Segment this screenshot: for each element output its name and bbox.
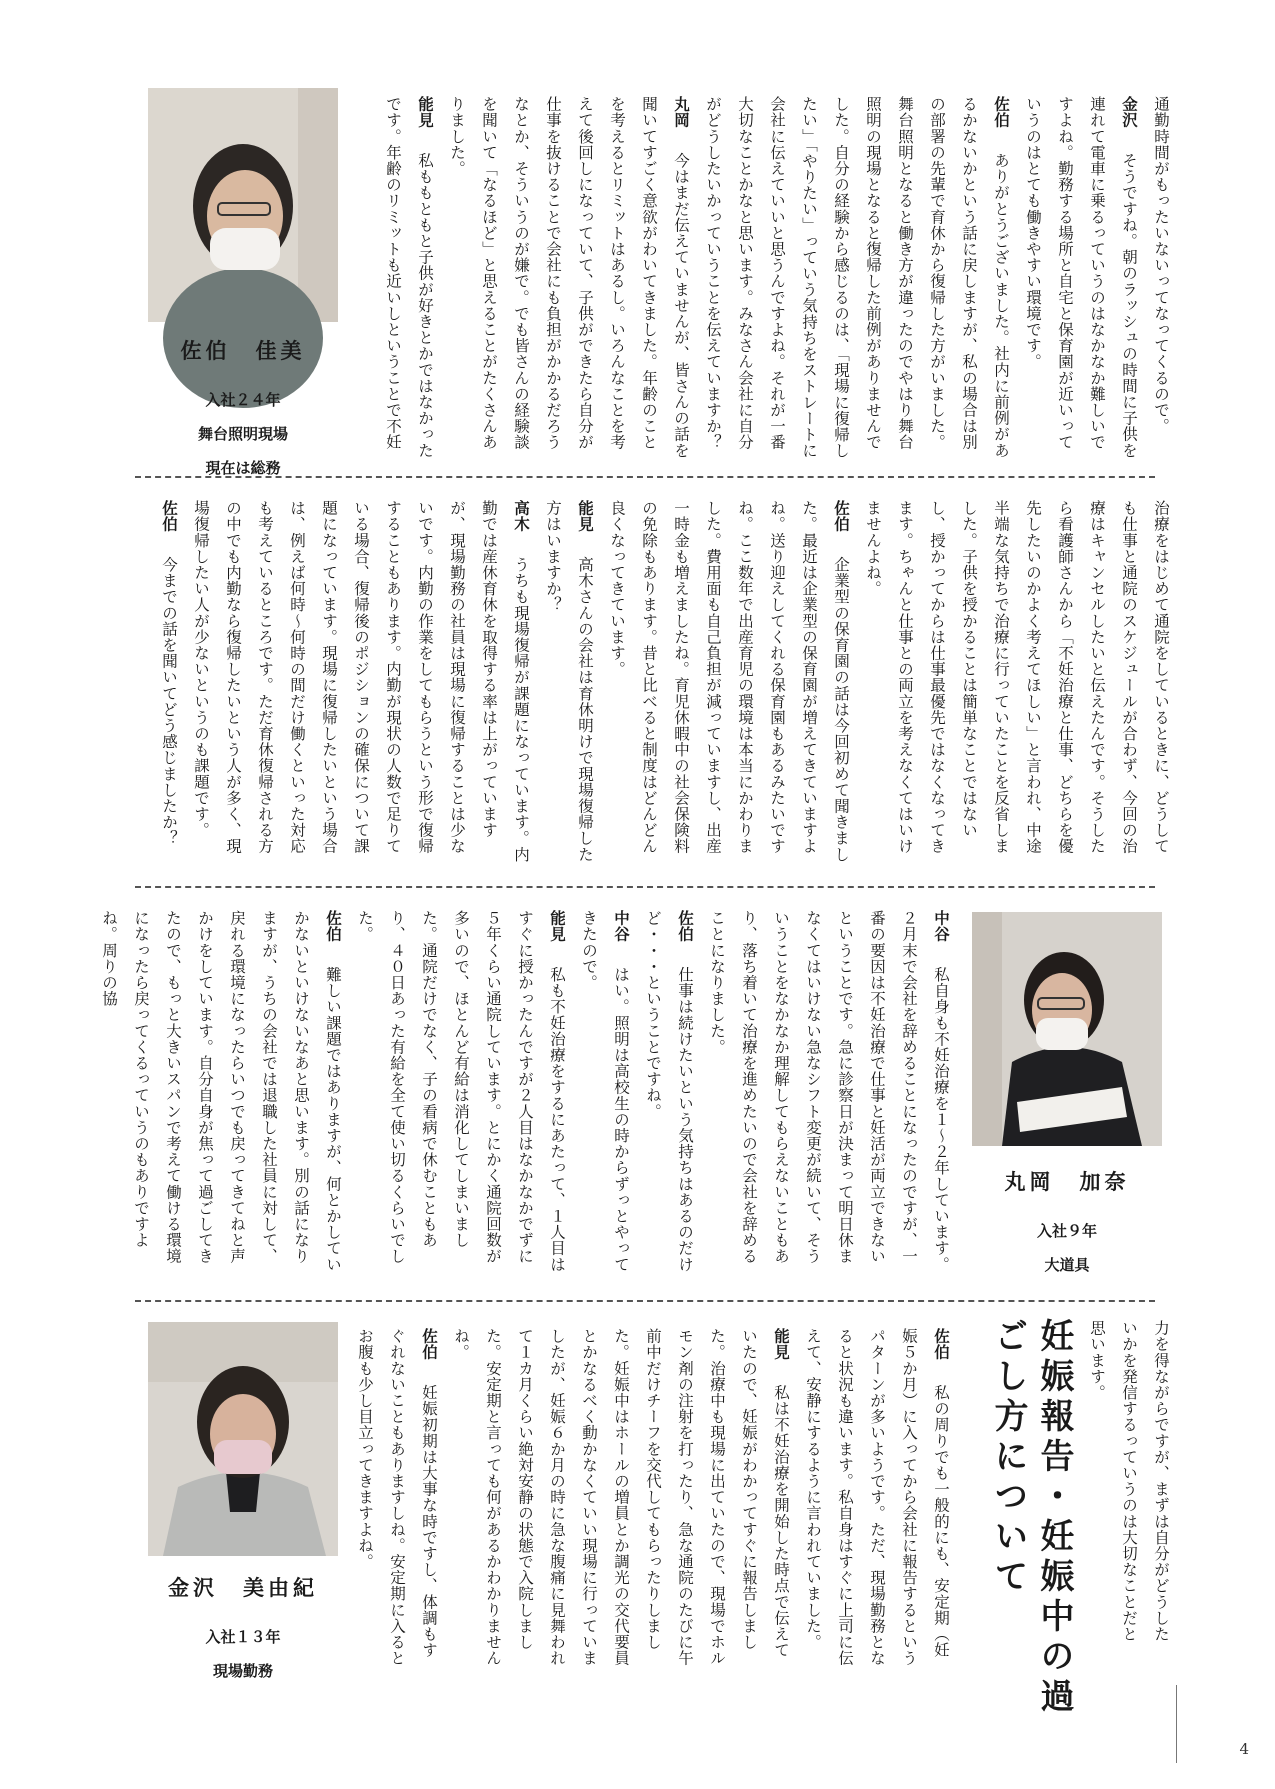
speaker-name: 能見 (772, 1328, 790, 1361)
paragraph-text: 私ももともと子供が好きとかではなかったです。年齢のリミットも近いしということで不妊 (384, 96, 434, 459)
paragraph (349, 1328, 445, 1668)
paragraph (445, 1328, 797, 1668)
profile-name: 金沢 美由紀 (168, 1576, 318, 1600)
person-photo-icon (148, 1322, 338, 1556)
profile-years: 入社９年 (1036, 1222, 1097, 1240)
paragraph-text: 治療をはじめて通院をしているときに、どうしても仕事と通院のスケジュールが合わず、今回の治療はキャンセルしたいと伝えたんです。そうしたら看護師さんから「不妊治療と仕事、どちらを優先したいのかよく考えてほしい」と言われ、中途半端な気持ちで治療に行っていたことを反省しました。子供を授かることは簡単なことではないし、授かってからは仕事最優先ではなくなってきます。ちゃんと仕事との両立を考えなくてはいけませんよね。 (864, 500, 1170, 855)
paragraph-text: 私の周りでも一般的にも、安定期（妊娠５か月）に入ってから会社に報告するというパターンが多いようです。ただ、現場勤務となると状況も違います。私自身はすぐに上司に伝えて、安静にするように言われていました。 (804, 1328, 950, 1667)
paragraph (573, 910, 637, 1275)
paragraph (797, 1328, 957, 1668)
paragraph (441, 96, 697, 464)
paragraph-text: ありがとうございました。社内に前例があるかないかという話に戻しますが、私の場合は別の部署の先輩で育休から復帰した方がいました。舞台照明となると働き方が違ったのでやはり舞台照明の現場となると復帰した前例がありませんでした。自分の経験から感じるのは、「現場に復帰したい」「やりたい」っていう気持ちをストレートに会社に伝えていいと思うんですよね。それが一番大切なことかなと思います。みなさん会社に自分がどうしたいかっていうことを伝えていますか？ (704, 96, 1010, 459)
paragraph (349, 910, 573, 1275)
paragraph-text: はい。照明は高校生の時からずっとやってきたので。 (580, 910, 630, 1273)
profile-role: 現在は総務 (205, 459, 281, 477)
paragraph-text: 私は不妊治療を開始した時点で伝えていたので、妊娠がわかってすぐに報告しました。治療中も現場に出ていたので、現場でホルモン剤の注射を打ったり、急な通院のたびに午前中だけチーフを交代してもらったりしました。妊娠中はホールの増員とか調光の交代要員とかなるべく動かなくていい現場に行っていましたが、妊娠６か月の時に急な腹痛に見舞われて１カ月くらい絶対安静の状態で入院しました。安定期と言っても何があるかわかりませんね。 (452, 1328, 790, 1667)
speaker-name: 能見 (416, 96, 434, 129)
paragraph (185, 500, 537, 865)
profile-saeki (143, 335, 343, 485)
paragraph (377, 96, 441, 464)
page-number: 4 (1239, 1740, 1249, 1758)
photo-kanazawa (148, 1322, 338, 1556)
profile-role: 舞台照明現場 (197, 425, 288, 443)
profile-years: 入社１３年 (205, 1628, 281, 1646)
paragraph-text: 今はまだ伝えていませんが、皆さんの話を聞いてすごく意欲がわいてきました。年齢のことを考えるとリミットはあるし。いろんなことを考えて後回しになっていて、子供ができたら自分が仕事を抜けることで会社にも負担がかかるだろうなとか、そういうのが嫌で。でも皆さんの経験談を聞いて「なるほど」と思えることがたくさんありました。 (448, 96, 690, 459)
section-title-line1: 妊娠報告・妊娠中の過 (1034, 1318, 1074, 1718)
paragraph-text: 通勤時間がもったいないってなってくるので。 (1152, 96, 1170, 435)
paragraph-text: 仕事は続けたいという気持ちはあるのだけど・・・ということですね。 (644, 910, 694, 1273)
dashed-separator (135, 476, 1155, 478)
profile-role: 現場勤務 (212, 1662, 273, 1680)
speaker-name: 能見 (576, 500, 594, 533)
section-title (969, 1318, 1077, 1758)
section-title-line2: ごし方について (988, 1318, 1028, 1598)
paragraph-text: 力を得ながらですが、まずは自分がどうしたいかを発信するっていうのは大切なことだと思います。 (1088, 1320, 1170, 1642)
speaker-name: 佐伯 (676, 910, 694, 943)
paragraph-text: うちも現場復帰が課題になっています。内勤では産休育休を取得する率は上がっていますが、現場勤務の社員は現場に復帰することは少ないです。内勤の作業をしてもらうという形で復帰することもあります。内勤が現状の人数で足りている場合、復帰後のポジションの確保について課題になっています。現場に復帰したいという場合は、例えば何時～何時の間だけ働くといった対応も考えているところです。ただ育休復帰される方の中でも内勤なら復帰したいという人が多く、現場復帰したい人が少ないというのも課題です。 (192, 500, 530, 863)
paragraph (601, 500, 857, 865)
speaker-name: 佐伯 (324, 910, 342, 943)
speaker-name: 中谷 (612, 910, 630, 943)
article-block-1 (384, 96, 1177, 464)
article-block-4b (356, 1328, 957, 1668)
paragraph-text: 妊娠初期は大事な時ですし、体調もすぐれないこともありますしね。安定期に入るとお腹も少し目立ってきますよね。 (356, 1328, 438, 1667)
page-number-rule (1176, 1685, 1177, 1763)
speaker-name: 佐伯 (932, 1328, 950, 1361)
speaker-name: 中谷 (932, 910, 950, 943)
paragraph-text: 難しい課題ではありますが、何とかしていかないといけないなあと思います。別の話になりますが、うちの会社では退職した社員に対して、戻れる環境になったらいつでも戻ってきてねと声かけをしています。自分自身が焦って過ごしてきたので、もっと大きいスパンで考えて働ける環境になったら戻ってくるっていうのもありですよね。周りの協 (100, 910, 342, 1273)
profile-name: 佐伯 佳美 (180, 339, 306, 363)
speaker-name: 佐伯 (160, 500, 178, 533)
speaker-name: 佐伯 (992, 96, 1010, 129)
paragraph (1081, 1320, 1177, 1650)
paragraph (697, 96, 1017, 464)
paragraph (153, 500, 185, 865)
photo-maruoka (972, 912, 1162, 1146)
profile-name: 丸岡 加奈 (1004, 1170, 1130, 1194)
speaker-name: 高木 (512, 500, 530, 533)
paragraph (1017, 96, 1145, 464)
profile-role: 大道具 (1044, 1256, 1090, 1274)
paragraph-text: 今までの話を聞いてどう感じましたか？ (160, 556, 178, 847)
profile-maruoka (967, 1166, 1167, 1282)
profile-kanazawa (143, 1572, 343, 1688)
person-photo-icon (972, 912, 1162, 1146)
dashed-separator (135, 886, 1155, 888)
speaker-name: 能見 (548, 910, 566, 943)
person-photo-icon (148, 88, 338, 322)
speaker-name: 佐伯 (420, 1328, 438, 1361)
profile-years: 入社２４年 (205, 391, 281, 409)
article-block-3 (100, 910, 957, 1275)
article-block-2 (160, 500, 1177, 865)
article-block-4a (1081, 1320, 1177, 1650)
paragraph (1145, 96, 1177, 464)
paragraph-text: 企業型の保育園の話は今回初めて聞きました。最近は企業型の保育園が増えてきていますよね。送り迎えしてくれる保育園もあるみたいですね。ここ数年で出産育児の環境は本当にかわりました。費用面も自己負担が減っていますし、出産一時金も増えましたね。育児休暇中の社会保険料の免除もあります。昔と比べると制度はどんどん良くなってきています。 (608, 500, 850, 863)
photo-saeki (148, 88, 338, 322)
dashed-separator (135, 1300, 1155, 1302)
speaker-name: 佐伯 (832, 500, 850, 533)
speaker-name: 金沢 (1120, 96, 1138, 129)
paragraph (93, 910, 349, 1275)
paragraph (701, 910, 957, 1275)
speaker-name: 丸岡 (672, 96, 690, 129)
paragraph-text: 私自身も不妊治療を１～２年しています。２月末で会社を辞めることになったのですが、一番の要因は不妊治療で仕事と妊活が両立できないということです。急に診察日が決まって明日休まなくてはいけない急なシフト変更が続いて、そういうことをなかなか理解してもらえないこともあり、落ち着いて治療を進めたいので会社を辞めることになりました。 (708, 910, 950, 1273)
paragraph-text: 高木さんの会社は育休明けで現場復帰した方はいますか？ (544, 500, 594, 863)
paragraph-text: そうですね。朝のラッシュの時間に子供を連れて電車に乗るっていうのはなかなか難しいですよね。勤務する場所と自宅と保育園が近いっていうのはとても働きやすい環境です。 (1024, 96, 1138, 459)
paragraph (637, 910, 701, 1275)
paragraph (537, 500, 601, 865)
paragraph (857, 500, 1177, 865)
paragraph-text: 私も不妊治療をするにあたって、１人目はすぐに授かったんですが２人目はなかなかでずに５年くらい通院しています。とにかく通院回数が多いので、ほとんど有給は消化してしまいました。通院だけでなく、子の看病で休むこともあり、４０日あった有給を全て使い切るくらいでした。 (356, 910, 566, 1273)
